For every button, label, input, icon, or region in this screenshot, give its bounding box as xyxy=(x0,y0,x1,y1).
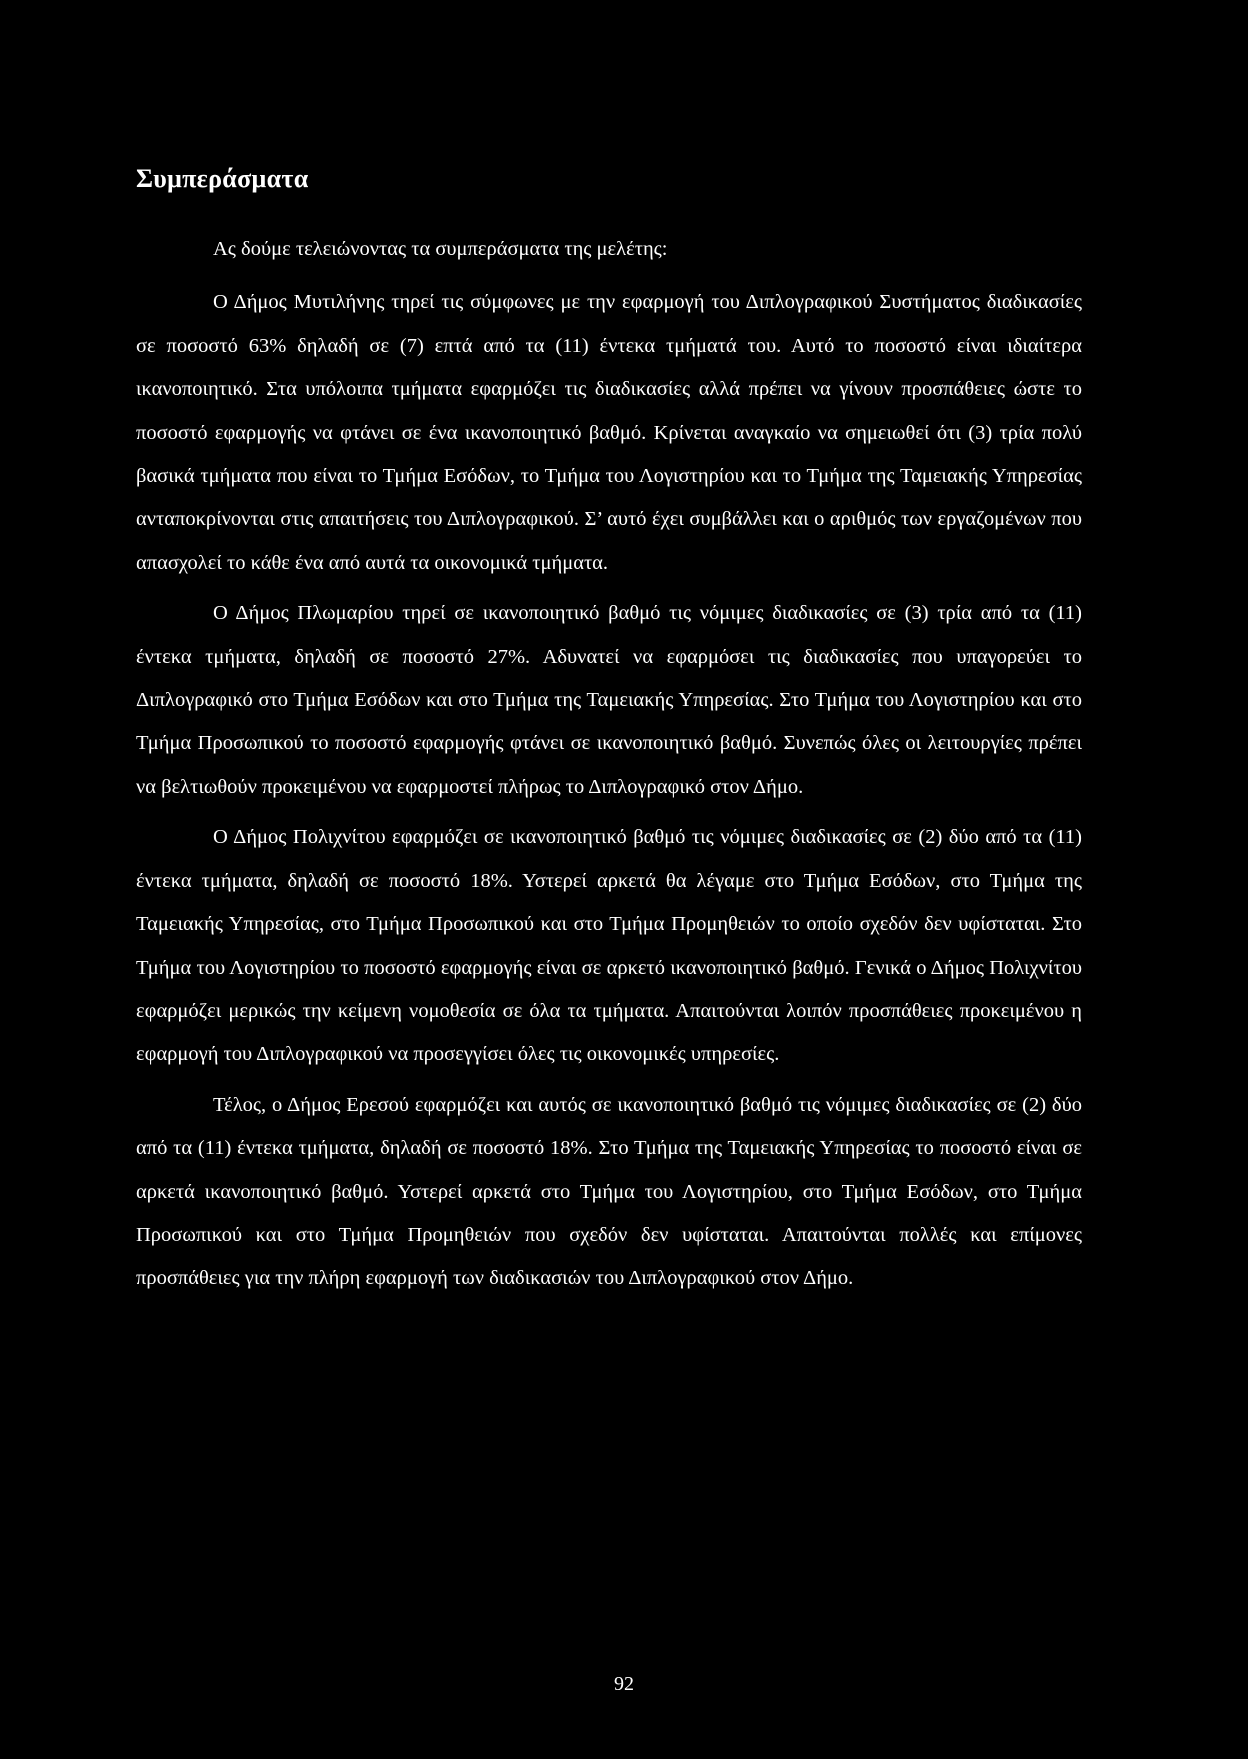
paragraph-polichnitos: Ο Δήμος Πολιχνίτου εφαρμόζει σε ικανοποιητικό βαθμό τις νόμιμες διαδικασίες σε (2) δύο από τα (11) έντεκα τμήματα, δηλαδή σε ποσοστό 18%. Υστερεί αρκετά θα λέγαμε στο Τμήμα Εσόδων, στο Τμήμα της Ταμειακής Υπηρεσίας, στο Τμήμα Προσωπικού και στο Τμήμα Προμηθειών το οποίο σχεδόν δεν υφίσταται. Στο Τμήμα του Λογιστηρίου το ποσοστό εφαρμογής είναι σε αρκετό ικανοποιητικό βαθμό. Γενικά ο Δήμος Πολιχνίτου εφαρμόζει μερικώς την κείμενη νομοθεσία σε όλα τα τμήματα. Απαιτούνται λοιπόν προσπάθειες προκειμένου η εφαρμογή του Διπλογραφικού να προσεγγίσει όλες τις οικονομικές υπηρεσίες. xyxy=(136,826,1082,1066)
paragraph-eresos: Τέλος, ο Δήμος Ερεσού εφαρμόζει και αυτός σε ικανοποιητικό βαθμό τις νόμιμες διαδικασίες σε (2) δύο από τα (11) έντεκα τμήματα, δηλαδή σε ποσοστό 18%. Στο Τμήμα της Ταμειακής Υπηρεσίας το ποσοστό είναι σε αρκετά ικανοποιητικό βαθμό. Υστερεί αρκετά στο Τμήμα του Λογιστηρίου, στο Τμήμα Εσόδων, στο Τμήμα Προσωπικού και στο Τμήμα Προμηθειών που σχεδόν δεν υφίσταται. Απαιτούνται πολλές και επίμονες προσπάθειες για την πλήρη εφαρμογή των διαδικασιών του Διπλογραφικού στον Δήμο. xyxy=(136,1093,1082,1290)
body-text xyxy=(136,228,1082,1308)
paragraph-mytilene: Ο Δήμος Μυτιλήνης τηρεί τις σύμφωνες με την εφαρμογή του Διπλογραφικού Συστήματος διαδικασίες σε ποσοστό 63% δηλαδή σε (7) επτά από τα (11) έντεκα τμήματά του. Αυτό το ποσοστό είναι ιδιαίτερα ικανοποιητικό. Στα υπόλοιπα τμήματα εφαρμόζει τις διαδικασίες αλλά πρέπει να γίνουν προσπάθειες ώστε το ποσοστό εφαρμογής να φτάνει σε ένα ικανοποιητικό βαθμό. Κρίνεται αναγκαίο να σημειωθεί ότι (3) τρία πολύ βασικά τμήματα που είναι το Τμήμα Εσόδων, το Τμήμα του Λογιστηρίου και το Τμήμα της Ταμειακής Υπηρεσίας ανταποκρίνονται στις απαιτήσεις του Διπλογραφικού. Σ’ αυτό έχει συμβάλλει και ο αριθμός των εργαζομένων που απασχολεί το κάθε ένα από αυτά τα οικονομικά τμήματα. xyxy=(136,291,1082,574)
paragraph-plomari: Ο Δήμος Πλωμαρίου τηρεί σε ικανοποιητικό βαθμό τις νόμιμες διαδικασίες σε (3) τρία από τα (11) έντεκα τμήματα, δηλαδή σε ποσοστό 27%. Αδυνατεί να εφαρμόσει τις διαδικασίες που υπαγορεύει το Διπλογραφικό στο Τμήμα Εσόδων και στο Τμήμα της Ταμειακής Υπηρεσίας. Στο Τμήμα του Λογιστηρίου και στο Τμήμα Προσωπικού το ποσοστό εφαρμογής φτάνει σε ικανοποιητικό βαθμό. Συνεπώς όλες οι λειτουργίες πρέπει να βελτιωθούν προκειμένου να εφαρμοστεί πλήρως το Διπλογραφικό στον Δήμο. xyxy=(136,602,1082,798)
intro-paragraph: Ας δούμε τελειώνοντας τα συμπεράσματα της μελέτης: xyxy=(213,238,668,260)
page-number: 92 xyxy=(614,1673,634,1695)
section-heading: Συμπεράσματα xyxy=(136,164,309,193)
